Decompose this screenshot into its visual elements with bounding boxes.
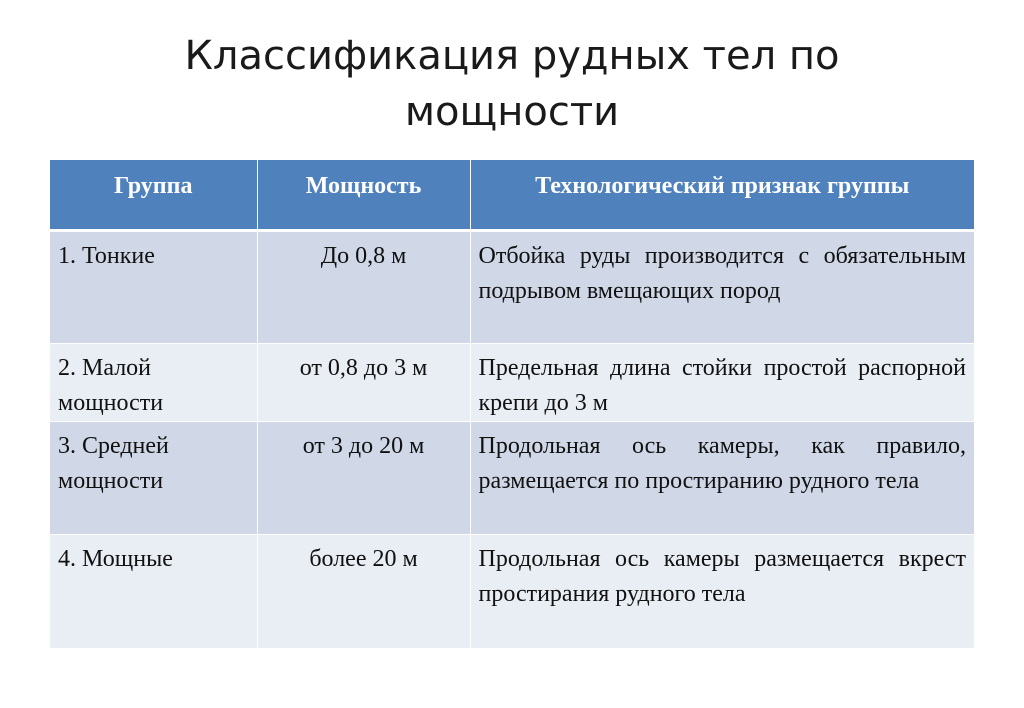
header-thickness: Мощность [257, 160, 470, 230]
cell-technological-sign: Отбойка руды производится с обязательным подрывом вмещающих пород [470, 230, 974, 343]
table-row [50, 230, 974, 343]
cell-group: 3. Средней мощности [50, 421, 257, 534]
cell-thickness: от 0,8 до 3 м [257, 343, 470, 421]
classification-table [50, 160, 974, 649]
title-line-1: Классификация рудных тел по [184, 33, 840, 79]
table-row [50, 421, 974, 534]
cell-technological-sign: Продольная ось камеры, как правило, размещается по простиранию рудного тела [470, 421, 974, 534]
table-row [50, 534, 974, 648]
cell-group: 4. Мощные [50, 534, 257, 648]
header-group: Группа [50, 160, 257, 230]
table-row [50, 343, 974, 421]
cell-group: 1. Тонкие [50, 230, 257, 343]
header-technological-sign: Технологический признак группы [470, 160, 974, 230]
cell-thickness: более 20 м [257, 534, 470, 648]
cell-group: 2. Малой мощности [50, 343, 257, 421]
title-line-2: мощности [404, 89, 620, 135]
cell-technological-sign: Предельная длина стойки простой распорной крепи до 3 м [470, 343, 974, 421]
table-header-row [50, 160, 974, 230]
slide-title [100, 28, 924, 140]
cell-thickness: от 3 до 20 м [257, 421, 470, 534]
cell-thickness: До 0,8 м [257, 230, 470, 343]
cell-technological-sign: Продольная ось камеры размещается вкрест простирания рудного тела [470, 534, 974, 648]
